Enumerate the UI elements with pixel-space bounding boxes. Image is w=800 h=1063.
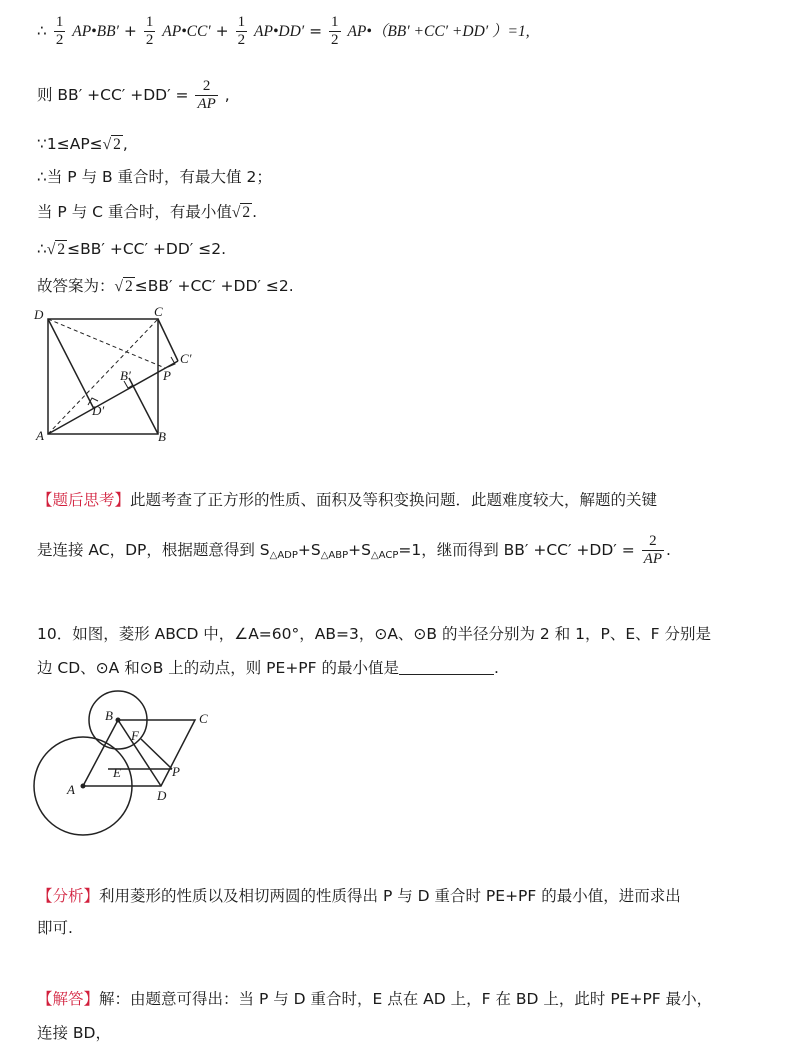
- segment-d-dprime: [48, 319, 94, 409]
- term-ap-dd: AP•DD′: [254, 23, 305, 40]
- fraction-half: $\frac{1}{2}$: [145, 14, 154, 48]
- reflection-line-1: 【题后思考】此题考查了正方形的性质、面积及等积变换问题．此题难度较大，解题的关键: [37, 491, 658, 509]
- equation-line-1: ∴ $\frac{1}{2}$ AP•BB′ + $\frac{1}{2}$ AP•CC′ + $\frac{1}{2}$ AP•DD′ = $\frac{1}{2}$ AP•（BB′ +CC′ +DD′ ）=1,: [37, 14, 530, 48]
- fraction-half: $\frac{1}{2}$: [331, 14, 339, 48]
- answer-line-1: 【解答】解：由题意可得出：当 P 与 D 重合时，E 点在 AD 上，F 在 BD 上，此时 PE+PF 最小，: [37, 990, 713, 1008]
- label-c: C: [199, 711, 208, 726]
- segment-c-cprime: [158, 319, 178, 361]
- label-p: P: [163, 368, 171, 383]
- sqrt-2: √ 2: [114, 278, 133, 295]
- point-a: [81, 784, 86, 789]
- square-figure: [28, 305, 218, 450]
- dashed-dp: [48, 319, 165, 368]
- label-e: E: [113, 765, 121, 780]
- equation-line-2: 则 BB′ +CC′ +DD′ = $\frac{2}{AP}$ ,: [37, 78, 230, 112]
- label-b: B: [158, 429, 166, 444]
- term-ap-bb: AP•BB′: [72, 23, 119, 40]
- label-b: B: [105, 708, 113, 723]
- range-line: ∴√ 2 ≤BB′ +CC′ +DD′ ≤2.: [37, 240, 227, 258]
- fraction-half: $\frac{1}{2}$: [55, 14, 64, 48]
- term-sum: AP•（BB′ +CC′ +DD′ ）=1,: [347, 23, 530, 40]
- label-c-prime: C′: [180, 351, 192, 366]
- rhombus-figure: [25, 690, 245, 845]
- label-c: C: [154, 305, 163, 319]
- label-d: D: [157, 788, 167, 803]
- min-value-line: 当 P 与 C 重合时，有最小值√ 2 .: [37, 203, 258, 221]
- label-b-prime: B′: [120, 368, 131, 383]
- segment-b-bprime: [129, 378, 158, 434]
- inequality-line: ∵1≤AP≤√ 2 ,: [37, 135, 128, 153]
- max-value-line: ∴当 P 与 B 重合时，有最大值 2；: [37, 168, 272, 186]
- sqrt-2: √ 2: [231, 204, 251, 221]
- reflection-tag: 【题后思考】: [37, 491, 131, 509]
- label-a: A: [67, 782, 75, 797]
- term-ap-cc: AP•CC′: [162, 23, 211, 40]
- analysis-line-1: 【分析】利用菱形的性质以及相切两圆的性质得出 P 与 D 重合时 PE+PF 的最小值，进而求出: [37, 887, 681, 905]
- answer-tag: 【解答】: [37, 990, 100, 1008]
- label-d: D: [34, 307, 44, 322]
- fraction-half: $\frac{1}{2}$: [237, 14, 246, 48]
- label-a: A: [36, 428, 44, 443]
- label-d-prime: D′: [92, 403, 105, 418]
- problem-10-line-2: 边 CD、⊙A 和⊙B 上的动点，则 PE+PF 的最小值是 .: [37, 659, 499, 677]
- fraction-2-over-ap: $\frac{2}{AP}$: [197, 78, 216, 112]
- problem-10-line-1: 10．如图，菱形 ABCD 中，∠A=60°，AB=3，⊙A、⊙B 的半径分别为 2 和 1，P、E、F 分别是: [37, 625, 711, 643]
- reflection-line-2: 是连接 AC，DP，根据题意得到 $S_{\triangle ADP}+S_{\triangle ABP}+S_{\triangle ACP}=1$，继而得到 BB′ +CC′ +DD′ = $\frac{2}{AP}$ .: [37, 533, 671, 567]
- answer-line-2: 连接 BD，: [37, 1024, 111, 1042]
- therefore-symbol: ∴: [37, 22, 47, 40]
- sqrt-2: √ 2: [46, 241, 66, 258]
- fraction-2-over-ap: $\frac{2}{AP}$: [643, 533, 662, 567]
- label-p: P: [172, 764, 180, 779]
- analysis-line-2: 即可.: [37, 919, 73, 937]
- sqrt-2: √ 2: [102, 136, 121, 153]
- point-b: [116, 718, 121, 723]
- analysis-tag: 【分析】: [37, 887, 100, 905]
- label-f: F: [131, 728, 139, 743]
- answer-blank: [399, 659, 494, 675]
- segment-fp: [141, 739, 172, 769]
- final-answer-line: 故答案为：√ 2 ≤BB′ +CC′ +DD′ ≤2.: [37, 277, 294, 295]
